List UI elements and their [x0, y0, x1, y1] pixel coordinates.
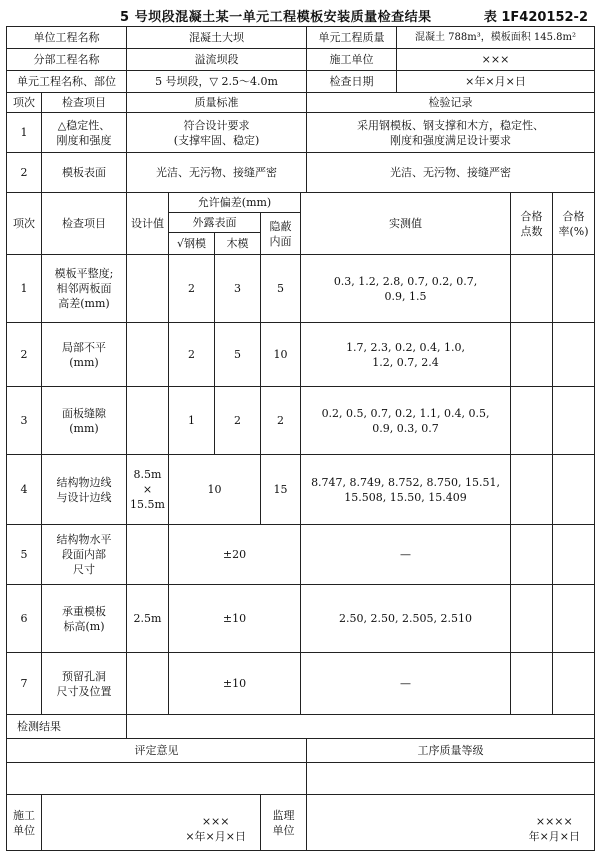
tol-no: 1	[7, 255, 42, 323]
tol-item: 预留孔洞 尺寸及位置	[42, 653, 127, 715]
table-row	[7, 455, 595, 525]
tol-design: 2.5m	[127, 585, 169, 653]
element-value: 5 号坝段，▽ 2.5～4.0m	[127, 71, 307, 93]
table-row	[7, 525, 595, 585]
tol-pass-points	[511, 387, 553, 455]
tol-item: 结构物边线 与设计边线	[42, 455, 127, 525]
tol-no: 7	[7, 653, 42, 715]
tol-no: 2	[7, 323, 42, 387]
tol-steel: 1	[169, 387, 215, 455]
tol-wood: 3	[215, 255, 261, 323]
tol-pass-rate	[553, 387, 595, 455]
tol-measured: 1.7, 2.3, 0.2, 0.4, 1.0, 1.2, 0.7, 2.4	[301, 323, 511, 387]
supervision-signature: ×××× 年×月×日	[528, 815, 581, 843]
supervision-unit-label: 监理 单位	[261, 795, 307, 851]
info-table	[6, 26, 595, 93]
main-record: 采用钢模板、钢支撑和木方，稳定性、 刚度和强度满足设计要求	[307, 113, 595, 153]
opinion-value	[7, 763, 307, 795]
tol-measured: —	[301, 653, 511, 715]
supervision-signature-cell	[307, 795, 595, 851]
sub-project-label: 分部工程名称	[7, 49, 127, 71]
tol-no: 6	[7, 585, 42, 653]
unit-project-label: 单位工程名称	[7, 27, 127, 49]
tol-design	[127, 255, 169, 323]
tol-header-hidden: 隐蔽 内面	[261, 213, 301, 255]
table-row	[7, 653, 595, 715]
title-row	[0, 0, 600, 26]
tol-exposed: 10	[169, 455, 261, 525]
check-date-value: ×年×月×日	[397, 71, 595, 93]
tol-design: 8.5m× 15.5m	[127, 455, 169, 525]
tolerance-table	[6, 192, 595, 715]
tol-pass-rate	[553, 255, 595, 323]
tol-measured: 0.3, 1.2, 2.8, 0.7, 0.2, 0.7, 0.9, 1.5	[301, 255, 511, 323]
tol-pass-points	[511, 323, 553, 387]
table-row	[7, 585, 595, 653]
tol-header-item: 检查项目	[42, 193, 127, 255]
grade-value	[307, 763, 595, 795]
unit-quantity-label: 单元工程质量	[307, 27, 397, 49]
tol-item: 面板缝隙 (mm)	[42, 387, 127, 455]
tol-pass-points	[511, 455, 553, 525]
tol-pass-rate	[553, 585, 595, 653]
main-record: 光洁、无污物、接缝严密	[307, 153, 595, 193]
tol-design	[127, 525, 169, 585]
tol-pass-rate	[553, 323, 595, 387]
table-code: 表 1F420152-2	[483, 10, 588, 25]
tol-no: 4	[7, 455, 42, 525]
result-label: 检测结果	[7, 715, 127, 739]
main-item: △稳定性、 刚度和强度	[42, 113, 127, 153]
sub-project-value: 溢流坝段	[127, 49, 307, 71]
tol-hidden: 15	[261, 455, 301, 525]
tol-header-no: 项次	[7, 193, 42, 255]
footer-table	[6, 714, 595, 851]
tol-design	[127, 387, 169, 455]
tol-no: 3	[7, 387, 42, 455]
tol-header-pass-points: 合格 点数	[511, 193, 553, 255]
main-header-standard: 质量标准	[127, 93, 307, 113]
tol-header-measured: 实测值	[301, 193, 511, 255]
tol-steel: 2	[169, 323, 215, 387]
main-header-item: 检查项目	[42, 93, 127, 113]
tol-hidden: 5	[261, 255, 301, 323]
tol-wood: 2	[215, 387, 261, 455]
tol-wood: 5	[215, 323, 261, 387]
tol-pass-rate	[553, 525, 595, 585]
tol-item: 结构物水平 段面内部 尺寸	[42, 525, 127, 585]
tol-header-design: 设计值	[127, 193, 169, 255]
tol-pass-rate	[553, 653, 595, 715]
tol-measured: —	[301, 525, 511, 585]
tol-pass-points	[511, 585, 553, 653]
tol-design	[127, 323, 169, 387]
tol-pass-points	[511, 255, 553, 323]
tol-measured: 8.747, 8.749, 8.752, 8.750, 15.51, 15.508, 15.50, 15.409	[301, 455, 511, 525]
page-title: 5 号坝段混凝土某一单元工程模板安装质量检查结果	[120, 10, 432, 25]
tol-measured: 0.2, 0.5, 0.7, 0.2, 1.1, 0.4, 0.5, 0.9, 0.3, 0.7	[301, 387, 511, 455]
main-standard: 光洁、无污物、接缝严密	[127, 153, 307, 193]
element-label: 单元工程名称、部位	[7, 71, 127, 93]
tol-hidden: 10	[261, 323, 301, 387]
main-no: 1	[7, 113, 42, 153]
tol-pass-points	[511, 653, 553, 715]
tol-allowable: ±10	[169, 653, 301, 715]
tol-pass-rate	[553, 455, 595, 525]
tol-measured: 2.50, 2.50, 2.505, 2.510	[301, 585, 511, 653]
result-value	[127, 715, 595, 739]
main-no: 2	[7, 153, 42, 193]
tol-hidden: 2	[261, 387, 301, 455]
construction-unit-value: ×××	[397, 49, 595, 71]
table-row	[7, 323, 595, 387]
main-header-no: 项次	[7, 93, 42, 113]
construction-unit-footer-label: 施工 单位	[7, 795, 42, 851]
check-date-label: 检查日期	[307, 71, 397, 93]
tol-header-allowable: 允许偏差(mm)	[169, 193, 301, 213]
tol-item: 局部不平 (mm)	[42, 323, 127, 387]
table-row	[7, 255, 595, 323]
tol-item: 模板平整度; 相邻两板面 高差(mm)	[42, 255, 127, 323]
tol-header-pass-rate: 合格 率(%)	[553, 193, 595, 255]
tol-design	[127, 653, 169, 715]
tol-header-wood: 木模	[215, 233, 261, 255]
opinion-label: 评定意见	[7, 739, 307, 763]
grade-label: 工序质量等级	[307, 739, 595, 763]
unit-project-value: 混凝土大坝	[127, 27, 307, 49]
main-item: 模板表面	[42, 153, 127, 193]
main-row	[7, 153, 595, 193]
construction-unit-label: 施工单位	[307, 49, 397, 71]
construction-signature-cell	[42, 795, 261, 851]
main-items-table	[6, 92, 595, 193]
tol-pass-points	[511, 525, 553, 585]
tol-steel: 2	[169, 255, 215, 323]
construction-signature: ××× ×年×月×日	[185, 815, 246, 843]
tol-allowable: ±10	[169, 585, 301, 653]
tol-header-steel: √钢模	[169, 233, 215, 255]
table-row	[7, 387, 595, 455]
main-row	[7, 113, 595, 153]
tol-header-exposed: 外露表面	[169, 213, 261, 233]
tol-item: 承重模板 标高(m)	[42, 585, 127, 653]
tol-allowable: ±20	[169, 525, 301, 585]
main-standard: 符合设计要求 (支撑牢固、稳定)	[127, 113, 307, 153]
main-header-record: 检验记录	[307, 93, 595, 113]
unit-quantity-value: 混凝土 788m³，模板面积 145.8m²	[397, 27, 595, 49]
tol-no: 5	[7, 525, 42, 585]
